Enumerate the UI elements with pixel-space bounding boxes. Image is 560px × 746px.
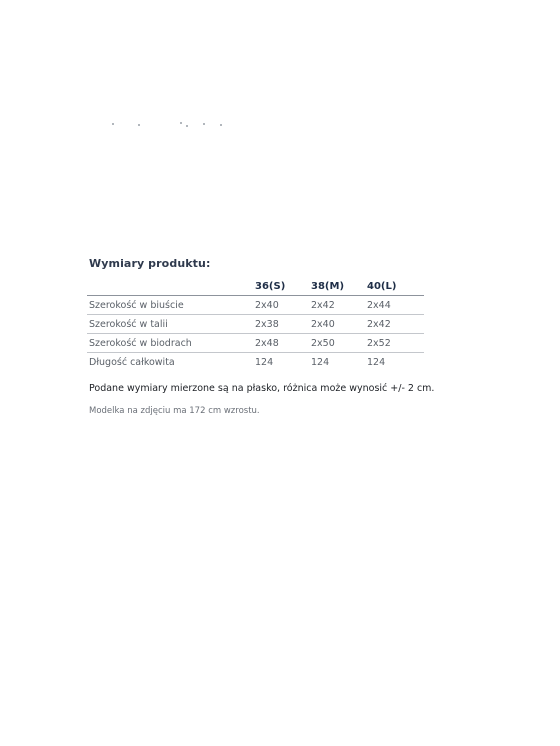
row-label: Szerokość w biodrach [87, 334, 255, 353]
header-empty [87, 278, 255, 296]
speck [112, 123, 114, 125]
speck [220, 124, 222, 126]
row-label: Szerokość w talii [87, 315, 255, 334]
speck [186, 125, 188, 127]
row-label: Długość całkowita [89, 356, 175, 368]
table-row [87, 315, 424, 334]
cell-m: 124 [311, 356, 330, 368]
header-size-m: 38(M) [311, 278, 367, 296]
table-row [87, 296, 424, 315]
cell-s: 2x38 [255, 315, 311, 334]
size-table [87, 278, 424, 371]
cell-m: 2x40 [311, 315, 367, 334]
cell-m: 2x50 [311, 334, 367, 353]
speck [138, 124, 140, 126]
cell-l: 2x52 [367, 334, 424, 353]
cell-s: 2x48 [255, 334, 311, 353]
section-title: Wymiary produktu: [89, 257, 211, 270]
header-size-s: 36(S) [255, 278, 311, 296]
speck [203, 123, 205, 125]
table-header-row [87, 278, 424, 296]
table-row [87, 353, 424, 372]
row-label: Szerokość w biuście [87, 296, 255, 315]
measurement-note: Podane wymiary mierzone są na płasko, różnica może wynosić +/- 2 cm. [89, 383, 435, 394]
cell-l: 124 [367, 356, 386, 368]
header-size-l: 40(L) [367, 278, 424, 296]
cell-l: 2x42 [367, 315, 424, 334]
cell-s: 124 [255, 356, 274, 368]
cell-s: 2x40 [255, 296, 311, 315]
model-height-note: Modelka na zdjęciu ma 172 cm wzrostu. [89, 406, 260, 416]
speck [180, 122, 182, 124]
stray-marks [108, 121, 228, 127]
table-row [87, 334, 424, 353]
cell-m: 2x42 [311, 296, 367, 315]
cell-l: 2x44 [367, 296, 424, 315]
